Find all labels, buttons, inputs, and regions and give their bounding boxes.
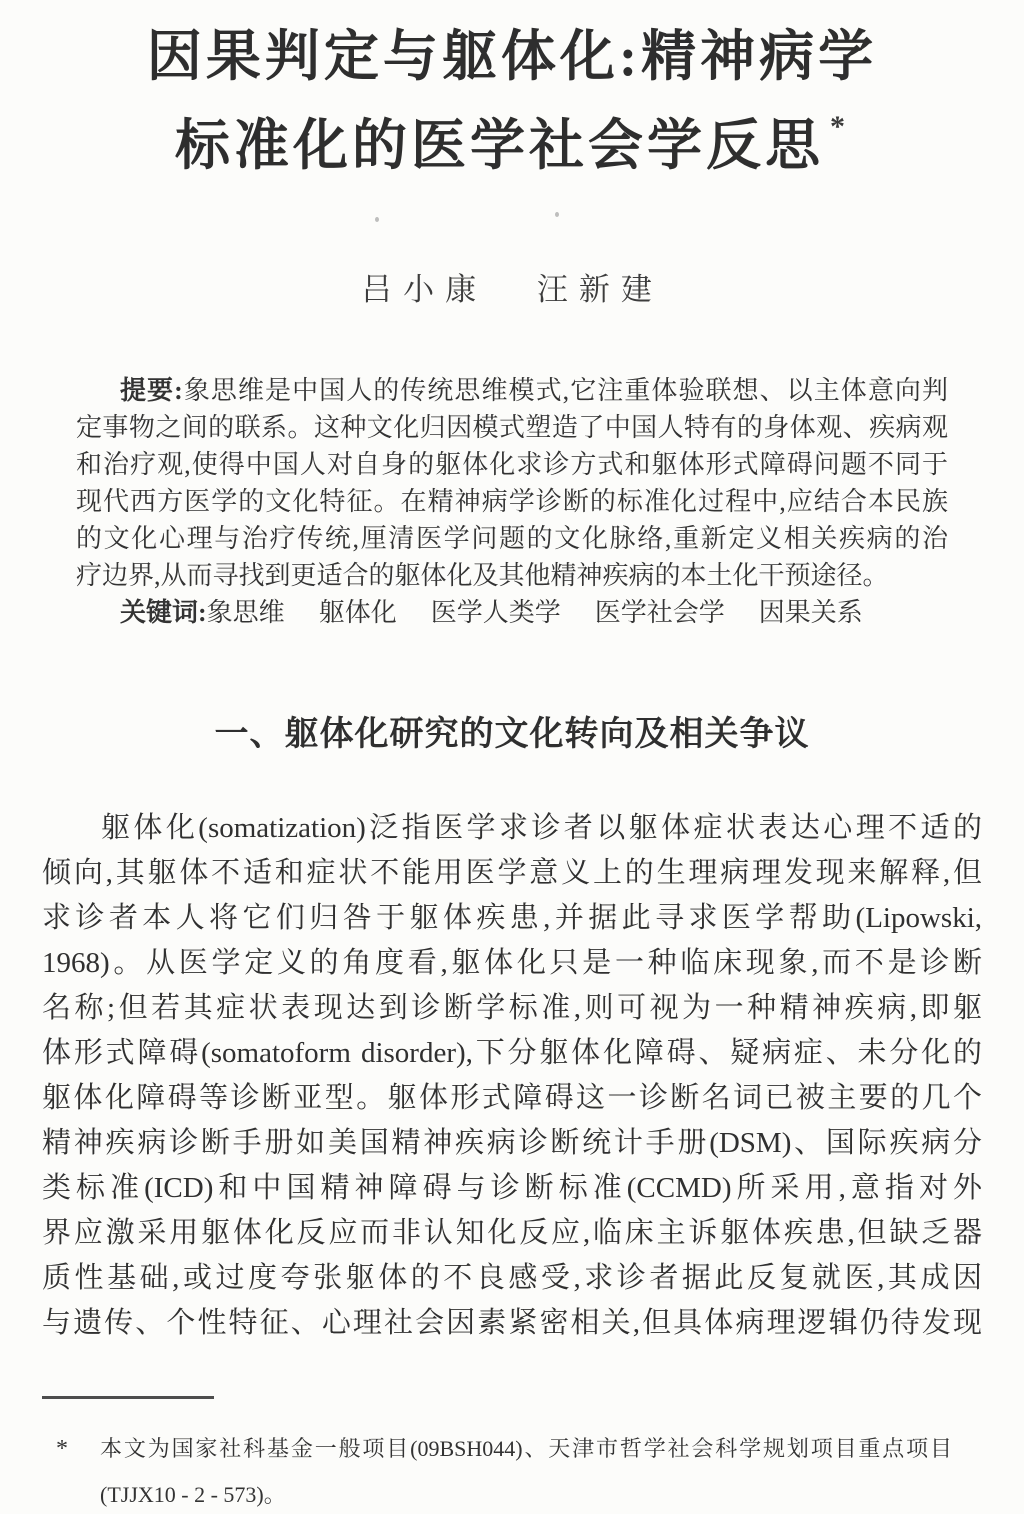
- abstract-line: 定事物之间的联系。这种文化归因模式塑造了中国人特有的身体观、疾病观: [76, 413, 948, 442]
- scan-artifact-dot: [555, 212, 559, 217]
- footnote-divider: [42, 1396, 214, 1399]
- keyword: 医学社会学: [594, 598, 725, 627]
- footnote-reference-asterisk: *: [830, 110, 849, 143]
- footnote-marker: *: [56, 1436, 68, 1462]
- abstract-line: [76, 372, 948, 409]
- keyword: 因果关系: [758, 598, 863, 627]
- keyword: 象思维: [206, 598, 285, 627]
- footnote-text: [100, 1426, 952, 1514]
- keyword: 躯体化: [318, 598, 397, 627]
- body-line: 精神疾病诊断手册如美国精神疾病诊断统计手册(DSM)、国际疾病分: [42, 1127, 982, 1159]
- body-paragraph: [42, 806, 982, 1346]
- author-line: [0, 264, 1024, 309]
- body-line: 求诊者本人将它们归咎于躯体疾患,并据此寻求医学帮助(Lipowski,: [42, 902, 982, 934]
- keywords-line: [76, 594, 948, 631]
- abstract-label: 提要:: [120, 376, 183, 405]
- abstract-line-text: 象思维是中国人的传统思维模式,它注重体验联想、以主体意向判: [182, 376, 948, 405]
- title-line-2-text: 标准化的医学社会学反思: [174, 115, 824, 176]
- footnote-block: [42, 1426, 952, 1514]
- body-line: 质性基础,或过度夸张躯体的不良感受,求诊者据此反复就医,其成因: [42, 1262, 982, 1294]
- footnote-line-2: (TJJX10 - 2 - 573)。: [100, 1482, 286, 1507]
- scan-artifact-dot: [375, 217, 379, 222]
- abstract-line: 和治疗观,使得中国人对自身的躯体化求诊方式和躯体形式障碍问题不同于: [76, 450, 948, 479]
- author-2: 汪新建: [536, 272, 663, 307]
- footnote-line-1: 本文为国家社科基金一般项目(09BSH044)、天津市哲学社会科学规划项目重点项目: [100, 1436, 952, 1461]
- body-line: 类标准(ICD)和中国精神障碍与诊断标准(CCMD)所采用,意指对外: [42, 1172, 982, 1204]
- title-line-2: [0, 92, 1024, 181]
- abstract-line: 现代西方医学的文化特征。在精神病学诊断的标准化过程中,应结合本民族: [76, 487, 948, 516]
- section-1-heading: 一、躯体化研究的文化转向及相关争议: [214, 716, 810, 753]
- body-line: 界应激采用躯体化反应而非认知化反应,临床主诉躯体疾患,但缺乏器: [42, 1217, 982, 1249]
- body-line: 倾向,其躯体不适和症状不能用医学意义上的生理病理发现来解释,但: [42, 857, 982, 889]
- body-line: 体形式障碍(somatoform disorder),下分躯体化障碍、疑病症、未分化的: [42, 1037, 982, 1069]
- body-line: 躯体化障碍等诊断亚型。躯体形式障碍这一诊断名词已被主要的几个: [42, 1082, 982, 1114]
- body-line: 躯体化(somatization)泛指医学求诊者以躯体症状表达心理不适的: [101, 812, 982, 844]
- abstract-line: 疗边界,从而寻找到更适合的躯体化及其他精神疾病的本土化干预途径。: [76, 561, 889, 590]
- article-title: [0, 22, 1024, 181]
- abstract-block: [76, 372, 948, 631]
- body-line: 1968)。从医学定义的角度看,躯体化只是一种临床现象,而不是诊断: [42, 947, 982, 979]
- body-line: 名称;但若其症状表现达到诊断学标准,则可视为一种精神疾病,即躯: [42, 992, 982, 1024]
- author-1: 吕小康: [361, 272, 488, 307]
- title-line-1: 因果判定与躯体化:精神病学: [146, 26, 878, 87]
- keywords-label: 关键词:: [120, 598, 207, 627]
- body-line: 与遗传、个性特征、心理社会因素紧密相关,但具体病理逻辑仍待发现: [42, 1307, 982, 1339]
- keyword: 医学人类学: [430, 598, 561, 627]
- abstract-line: 的文化心理与治疗传统,厘清医学问题的文化脉络,重新定义相关疾病的治: [76, 524, 948, 553]
